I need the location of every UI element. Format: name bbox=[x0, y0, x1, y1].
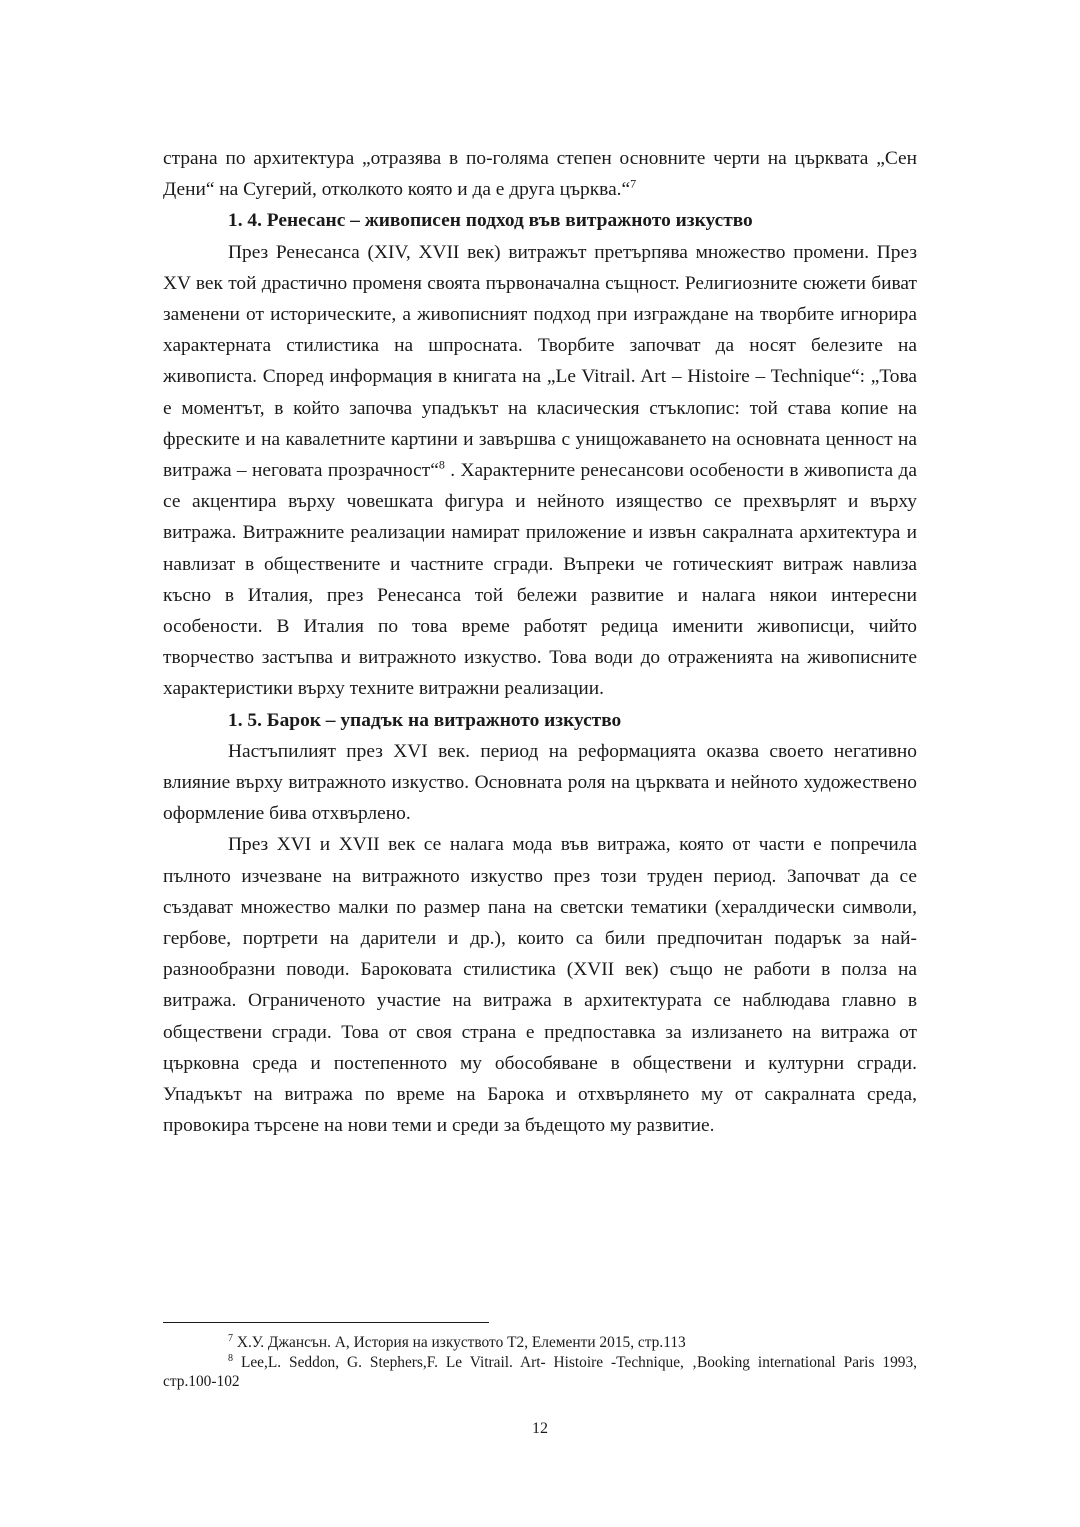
footnote-ref-8[interactable]: 8 bbox=[438, 457, 445, 472]
page-body bbox=[163, 143, 917, 1142]
footnote-number-7: 7 bbox=[228, 1332, 233, 1344]
renaissance-paragraph bbox=[163, 237, 917, 705]
intro-text: страна по архитектура „отразява в по-голяма степен основните черти на църквата „Сен Дени“ на Сугерий, отколкото която и да е друга църква.“ bbox=[163, 148, 917, 201]
renaissance-text-part-2: . Характерните ренесансови особености в живописта да се акцентира върху човешката фигура и нейното изящество се прехвърлят и върху витража. Витражните реализации намират приложение и извън сакралната архитектура и навлизат в обществените и частните сгради. Въпреки че готическият витраж навлиза късно в Италия, през Ренесанса той бележи развитие и налага някои интересни особености. В Италия по това време работят редица именити живописци, чийто творчество застъпва и витражното изкуство. Това води до отраженията на живописните характеристики върху техните витражни реализации. bbox=[163, 460, 917, 700]
baroque-paragraph-1: Настъпилият през XVI век. период на реформацията оказва своето негативно влияние върху витражното изкуство. Основната роля на църквата и нейното художествено оформление бива отхвърлено. bbox=[163, 740, 917, 825]
footnote-text-8: Lee,L. Seddon, G. Stephers,F. Le Vitrail. Art- Histoire -Technique, ‚Booking international Paris 1993, стр.100-102 bbox=[163, 1353, 917, 1390]
footnote-text-7: Х.У. Джансън. А, История на изкуството Т2, Елементи 2015, стр.113 bbox=[233, 1334, 686, 1351]
page-number: 12 bbox=[532, 1420, 548, 1437]
baroque-paragraph-2: През XVI и XVII век се налага мода във витража, която от части е попречила пълното изчезване на витражното изкуство през този труден период. Започват да се създават множество малки по размер пана на светски тематики (хералдически символи, гербове, портрети на дарители и др.), които са били предпочитан подарък за най-разнообразни поводи. Бароковата стилистика (XVII век) също не работи в полза на витража. Ограниченото участие на витража в архитектурата се наблюдава главно в обществени сгради. Това от своя страна е предпоставка за излизането на витража от църковна среда и постепенното му обособяване в обществени и културни сгради. Упадъкът на витража по време на Барока и отхвърлянето му от сакралната среда, провокира търсене на нови теми и среди за бъдещото му развитие. bbox=[163, 834, 917, 1137]
footnote-separator bbox=[163, 1322, 489, 1323]
footnotes bbox=[163, 1333, 917, 1392]
section-heading-renaissance: 1. 4. Ренесанс – живописен подход във витражното изкуство bbox=[228, 210, 753, 232]
intro-paragraph bbox=[163, 143, 917, 205]
renaissance-text-part-1: През Ренесанса (XIV, XVII век) витражът претърпява множество промени. През XV век той драстично променя своята първоначална същност. Религиозните сюжети биват заменени от историческите, а живописният подход при изграждане на творбите игнорира характерната стилистика на шпросната. Творбите започват да носят белезите на живописта. Според информация в книгата на „Le Vitrail. Art – Histoire – Technique“: „Това е моментът, в който започва упадъкът на класическия стъклопис: той става копие на фреските и на кавалетните картини и завършва с унищожаването на основната ценност на витража – неговата прозрачност“ bbox=[163, 241, 917, 482]
footnote-number-8: 8 bbox=[228, 1352, 233, 1364]
footnote-7 bbox=[163, 1333, 917, 1353]
footnote-8 bbox=[163, 1353, 917, 1392]
footnote-ref-7[interactable]: 7 bbox=[630, 176, 637, 191]
section-heading-baroque: 1. 5. Барок – упадък на витражното изкуство bbox=[228, 709, 622, 731]
